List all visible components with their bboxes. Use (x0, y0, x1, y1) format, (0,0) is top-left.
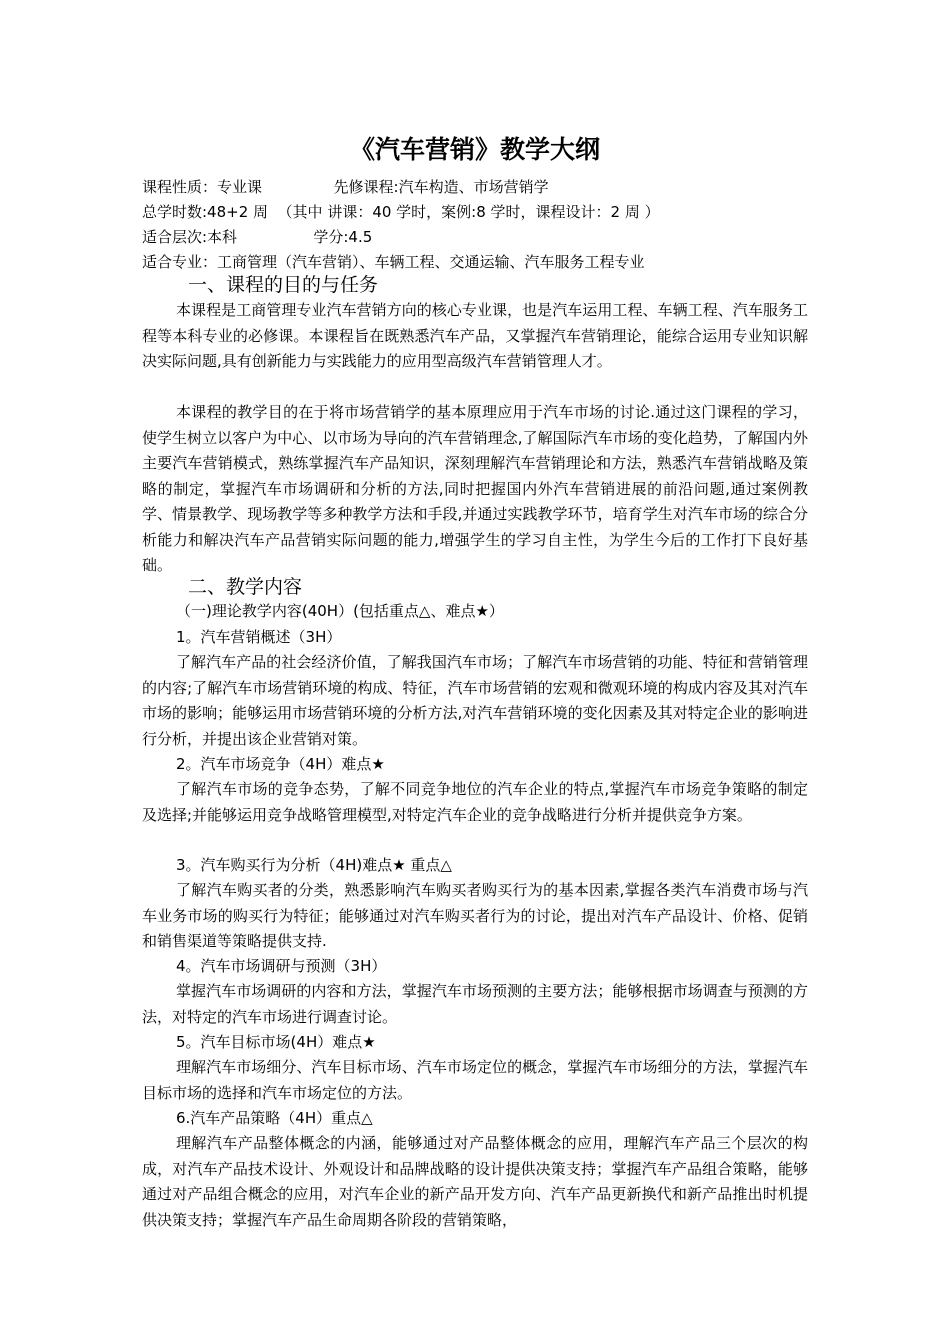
topic-description: 掌握汽车市场调研的内容和方法，掌握汽车市场预测的主要方法；能够根据市场调查与预测的方法，对特定的汽车市场进行调查讨论。 (142, 982, 808, 1026)
total-hours-line: 总学时数:48+2 周 （其中 讲课：40 学时，案例:8 学时，课程设计：2 周 ） (142, 203, 660, 221)
topic-description: 了解汽车产品的社会经济价值，了解我国汽车市场；了解汽车市场营销的功能、特征和营销管理的内容;了解汽车市场营销环境的构成、特征，汽车市场营销的宏观和微观环境的构成内容及其对汽车市场的影响；能够运用市场营销环境的分析方法,对汽车营销环境的变化因素及其对特定企业的影响进行分析，并提出该企业营销对策。 (142, 653, 808, 748)
topic-title: 6.汽车产品策略（4H）重点△ (176, 1109, 373, 1127)
topic-title: 1。汽车营销概述（3H） (176, 628, 342, 646)
topic-title: 3。汽车购买行为分析（4H)难点★ 重点△ (176, 856, 452, 874)
topic-description: 了解汽车购买者的分类，熟悉影响汽车购买者购买行为的基本因素,掌握各类汽车消费市场与汽车业务市场的购买行为特征；能够通过对汽车购买者行为的讨论，提出对汽车产品设计、价格、促销和销售渠道等策略提供支持. (142, 881, 808, 950)
topic-description: 了解汽车市场的竞争态势，了解不同竞争地位的汽车企业的特点,掌握汽车市场竞争策略的制定及选择;并能够运用竞争战略管理模型,对特定汽车企业的竞争战略进行分析并提供竞争方案。 (142, 780, 808, 824)
level-credit-line: 适合层次:本科 学分:4.5 (142, 228, 373, 246)
topic-title: 2。汽车市场竞争（4H）难点★ (176, 755, 385, 773)
purpose-paragraph-1: 本课程是工商管理专业汽车营销方向的核心专业课，也是汽车运用工程、车辆工程、汽车服务工程等本科专业的必修课。本课程旨在既熟悉汽车产品，又掌握汽车营销理论，能综合运用专业知识解决实际问题,具有创新能力与实践能力的应用型高级汽车营销管理人才。 (142, 301, 808, 370)
topic-description: 理解汽车产品整体概念的内涵，能够通过对产品整体概念的应用，理解汽车产品三个层次的构成，对汽车产品技术设计、外观设计和品牌战略的设计提供决策支持；掌握汽车产品组合策略，能够通过对产品组合概念的应用，对汽车企业的新产品开发方向、汽车产品更新换代和新产品推出时机提供决策支持；掌握汽车产品生命周期各阶段的营销策略， (142, 1134, 808, 1229)
theory-subheading: （一)理论教学内容(40H）(包括重点△、难点★） (176, 602, 504, 620)
document-title: 《汽车营销》教学大纲 (349, 135, 600, 164)
section-heading-purpose: 一、课程的目的与任务 (188, 274, 379, 296)
section-heading-content: 二、教学内容 (188, 576, 303, 598)
topic-title: 4。汽车市场调研与预测（3H） (176, 957, 387, 975)
majors-line: 适合专业：工商管理（汽车营销）、车辆工程、交通运输、汽车服务工程专业 (142, 253, 645, 271)
topic-description: 理解汽车市场细分、汽车目标市场、汽车市场定位的概念，掌握汽车市场细分的方法，掌握汽车目标市场的选择和汽车市场定位的方法。 (142, 1058, 808, 1102)
purpose-paragraph-2: 本课程的教学目的在于将市场营销学的基本原理应用于汽车市场的讨论.通过这门课程的学习，使学生树立以客户为中心、以市场为导向的汽车营销理念,了解国际汽车市场的变化趋势，了解国内外主要汽车营销模式，熟练掌握汽车产品知识，深刻理解汽车营销理论和方法，熟悉汽车营销战略及策略的制定，掌握汽车市场调研和分析的方法,同时把握国内外汽车营销进展的前沿问题,通过案例教学、情景教学、现场教学等多种教学方法和手段,并通过实践教学环节，培育学生对汽车市场的综合分析能力和解决汽车产品营销实际问题的能力,增强学生的学习自主性，为学生今后的工作打下良好基础。 (142, 403, 808, 574)
course-nature-line: 课程性质：专业课 先修课程:汽车构造、市场营销学 (142, 178, 549, 196)
topic-title: 5。汽车目标市场(4H）难点★ (176, 1033, 376, 1051)
